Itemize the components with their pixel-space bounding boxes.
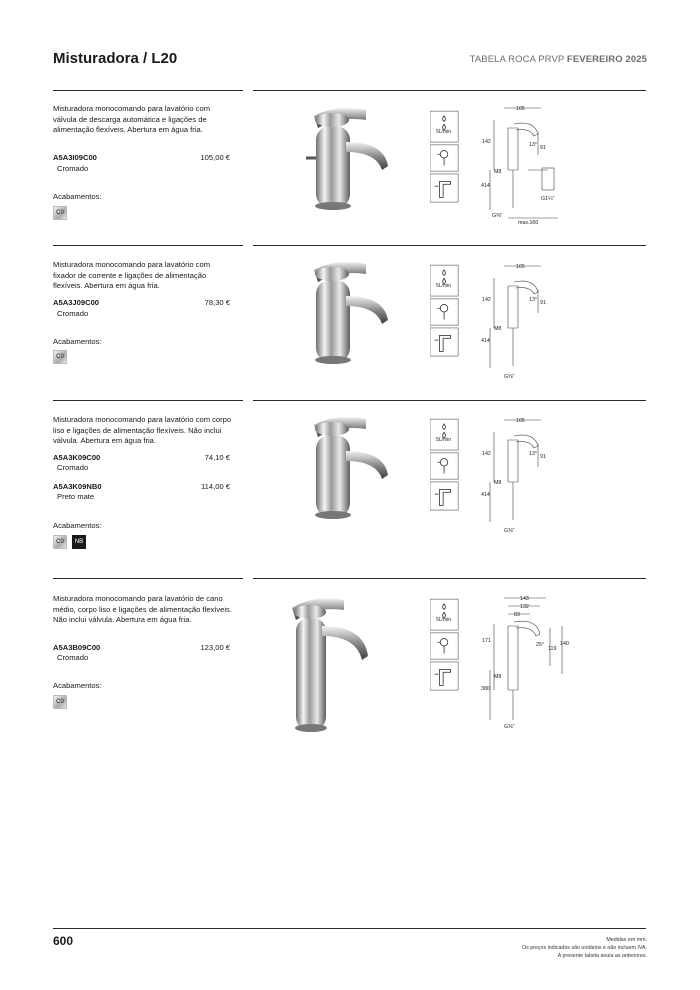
section-divider [253, 245, 646, 246]
dim-label: 91 [540, 300, 546, 306]
product-ref: A5A3I09C00 [53, 153, 97, 162]
finish-swatch-c0: C0 [53, 535, 67, 549]
page-title: Misturadora / L20 [53, 50, 178, 67]
footer-note: A presente tabela anula as anteriores. [557, 953, 647, 959]
section-divider [53, 578, 243, 579]
dim-label: 83 [514, 612, 520, 618]
product-ref: A5A3K09C00 [53, 453, 101, 462]
feature-icons [430, 416, 460, 516]
finishes-label: Acabamentos: [53, 521, 102, 530]
product-price: 114,00 € [201, 482, 230, 491]
finishes-label: Acabamentos: [53, 337, 102, 346]
product-price: 78,30 € [204, 298, 230, 307]
dim-label: G1¼" [541, 196, 555, 202]
dim-label: 142 [482, 139, 491, 145]
dim-label: G⅜" [504, 724, 515, 730]
dim-label: M8 [494, 326, 502, 332]
dim-label: 414 [481, 183, 490, 189]
dim-label: 142 [482, 451, 491, 457]
page-number: 600 [53, 934, 74, 948]
dim-label: 380 [481, 686, 490, 692]
technical-drawing [478, 590, 648, 735]
technical-drawing [478, 100, 648, 230]
product-finish: Cromado [57, 164, 89, 173]
dim-label: 132 [520, 604, 529, 610]
dim-label: 13° [529, 451, 538, 457]
catalog-label [470, 54, 647, 65]
dim-label: 119 [548, 646, 557, 652]
dim-label: G⅜" [492, 213, 503, 219]
product-price: 74,10 € [204, 453, 230, 462]
section-divider [253, 400, 646, 401]
finish-swatch-nb: NB [72, 535, 86, 549]
faucet-image [276, 588, 386, 736]
feature-icons [430, 262, 460, 362]
dim-label: M8 [494, 169, 502, 175]
dim-label: G⅜" [504, 374, 515, 380]
product-description: Misturadora monocomando para lavatório de cano médio, corpo liso e ligações de alimentação flexíveis. Não inclui válvula. Abertura em água fria. [53, 594, 232, 625]
feature-icons [430, 596, 460, 696]
product-finish: Preto mate [57, 492, 95, 501]
finishes-label: Acabamentos: [53, 192, 102, 201]
product-description: Misturadora monocomando para lavatório com válvula de descarga automática e ligações de alimentação flexíveis. Abertura em água fria. [53, 104, 211, 135]
section-divider [253, 90, 646, 91]
flow-rate-label: 5L/min [436, 437, 452, 443]
dim-label: 142 [482, 297, 491, 303]
dim-label: 13° [529, 297, 538, 303]
flow-rate-label: 5L/min [436, 617, 452, 623]
dim-label: 414 [481, 492, 490, 498]
dim-label: 91 [540, 145, 546, 151]
section-divider [253, 578, 646, 579]
dim-label: 25° [536, 642, 545, 648]
dim-label: M8 [494, 674, 502, 680]
finish-swatch-c0: C0 [53, 695, 67, 709]
dim-label: 91 [540, 454, 546, 460]
dim-label: 13° [529, 142, 538, 148]
product-description: Misturadora monocomando para lavatório com fixador de corrente e ligações de alimentação flexíveis. Abertura em água fria. [53, 260, 211, 291]
dim-label: 140 [560, 641, 569, 647]
dim-label: 171 [482, 638, 491, 644]
product-ref: A5A3K09NB0 [53, 482, 102, 491]
product-description: Misturadora monocomando para lavatório com corpo liso e ligações de alimentação flexíveis. Não inclui válvula. Abertura em água fria. [53, 415, 232, 446]
dim-label: 414 [481, 338, 490, 344]
product-finish: Cromado [57, 309, 89, 318]
product-price: 105,00 € [200, 153, 230, 162]
faucet-image [296, 405, 396, 523]
product-finish: Cromado [57, 463, 89, 472]
section-divider [53, 90, 243, 91]
technical-drawing [478, 412, 648, 537]
finish-swatch-c0: C0 [53, 206, 67, 220]
footer-notes [522, 936, 647, 960]
faucet-image [296, 96, 396, 214]
finish-swatch-c0: C0 [53, 350, 67, 364]
footer-note: Os preços indicados são unitários e não incluem IVA. [521, 945, 647, 951]
catalog-period: FEVEREIRO 2025 [566, 54, 647, 65]
flow-rate-label: 5L/min [436, 129, 452, 135]
product-ref: A5A3J09C00 [53, 298, 100, 307]
finishes-label: Acabamentos: [53, 681, 102, 690]
footer-note: Medidas em mm. [606, 937, 647, 943]
dim-label: max.160 [518, 220, 539, 226]
product-finish: Cromado [57, 653, 89, 662]
dim-label: 143 [520, 596, 529, 602]
dim-label: 105 [516, 106, 525, 112]
catalog-prefix: TABELA ROCA PRVP [469, 54, 565, 65]
dim-label: 105 [516, 264, 525, 270]
product-ref: A5A3B09C00 [53, 643, 101, 652]
dim-label: G⅜" [504, 528, 515, 534]
section-divider [53, 245, 243, 246]
section-divider [53, 400, 243, 401]
footer-divider [53, 928, 646, 929]
technical-drawing [478, 258, 648, 383]
dim-label: M8 [494, 480, 502, 486]
feature-icons [430, 108, 460, 208]
flow-rate-label: 5L/min [436, 283, 452, 289]
faucet-image [296, 250, 396, 368]
dim-label: 105 [516, 418, 525, 424]
product-price: 123,00 € [200, 643, 230, 652]
